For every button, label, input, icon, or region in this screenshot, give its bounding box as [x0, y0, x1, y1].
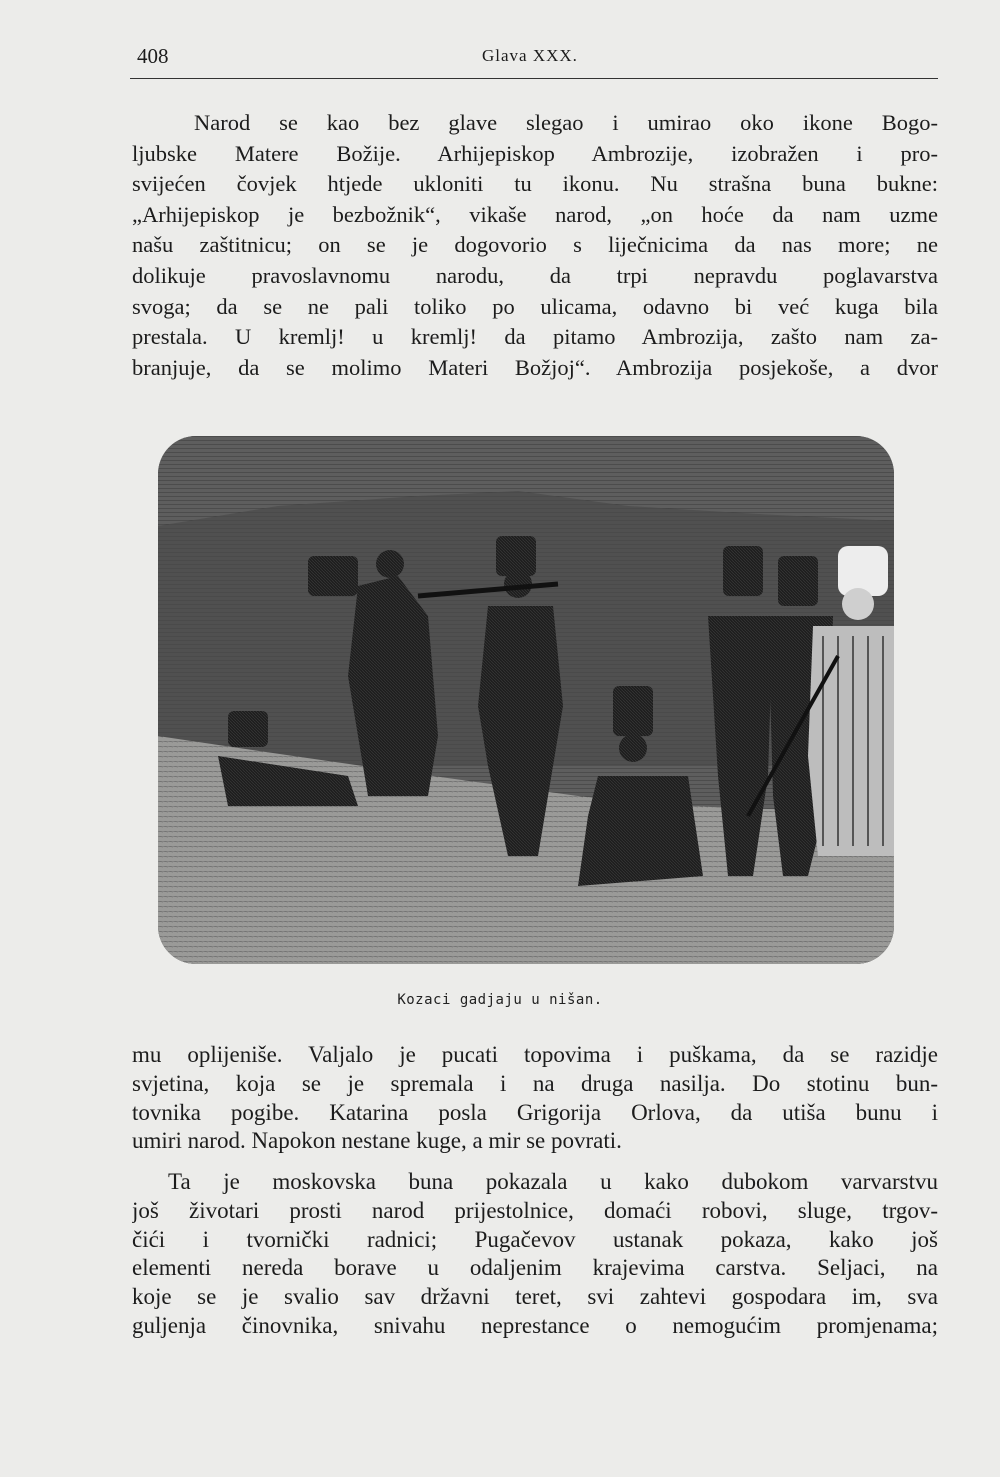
text-line: još životari prosti narod prijestolnice, domaći robovi, sluge, trgov-: [132, 1197, 938, 1223]
figure-caption: Kozaci gadjaju u nišan.: [397, 992, 603, 1008]
text-line: svijećen čovjek htjede ukloniti tu ikonu. Nu strašna buna bukne:: [132, 171, 938, 197]
text-line: svoga; da se ne pali toliko po ulicama, odavno bi već kuga bila: [132, 293, 938, 319]
text-line: guljenja činovnika, snivahu neprestance o nemogućim promjenama;: [132, 1312, 938, 1338]
text-line: čići i tvornički radnici; Pugačevov ustanak pokaza, kako još: [132, 1226, 938, 1252]
text-line: Ta je moskovska buna pokazala u kako dubokom varvarstvu: [168, 1169, 938, 1194]
text-line: branjuje, da se molimo Materi Božjoj“. Ambrozija posjekoše, a dvor: [132, 354, 938, 380]
paragraph-top: [132, 108, 938, 383]
header-rule: [130, 78, 938, 79]
engraving-illustration: [158, 436, 894, 964]
text-line: Narod se kao bez glave slegao i umirao oko ikone Bogo-: [194, 110, 938, 135]
text-line: umiri narod. Napokon nestane kuge, a mir se povrati.: [132, 1128, 622, 1154]
text-line: elementi nereda borave u odaljenim krajevima carstva. Seljaci, na: [132, 1255, 938, 1281]
text-line: tovnika pogibe. Katarina posla Grigorija Orlova, da utiša bunu i: [132, 1099, 938, 1125]
text-line: našu zaštitnicu; on se je dogovorio s liječnicima da nas more; ne: [132, 232, 938, 258]
text-line: dolikuje pravoslavnomu narodu, da trpi nepravdu poglavarstva: [132, 262, 938, 288]
paragraph-last: [132, 1168, 938, 1341]
running-head: Glava XXX.: [482, 46, 578, 65]
text-line: koje se je svalio sav državni teret, svi zahtevi gospodara im, sva: [132, 1284, 938, 1310]
text-line: „Arhijepiskop je bezbožnik“, vikaše narod, „on hoće da nam uzme: [132, 201, 938, 227]
paragraph-bottom: [132, 1041, 938, 1156]
text-line: svjetina, koja se je spremala i na druga nasilja. Do stotinu bun-: [132, 1070, 938, 1096]
text-line: ljubske Matere Božije. Arhijepiskop Ambrozije, izobražen i pro-: [132, 140, 938, 166]
text-line: mu oplijeniše. Valjalo je pucati topovima i puškama, da se razidje: [132, 1042, 938, 1067]
page-number: 408: [137, 44, 169, 68]
text-line: prestala. U kremlj! u kremlj! da pitamo Ambrozija, zašto nam za-: [132, 324, 938, 350]
